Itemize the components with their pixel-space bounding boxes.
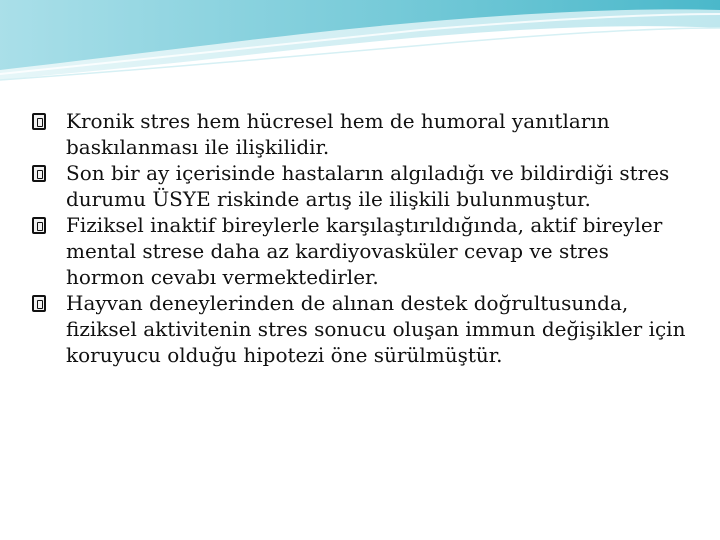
list-item-text: Fiziksel inaktif bireylerle karşılaştırıldığında, aktif bireyler mental strese daha az kardiyovasküler cevap ve stres hormon cevabı vermektedirler. [66, 213, 663, 289]
bullet-glyph-icon [32, 113, 46, 130]
list-item [30, 160, 690, 212]
list-item [30, 212, 690, 290]
list-item-text: Son bir ay içerisinde hastaların algıladığı ve bildirdiği stres durumu ÜSYE riskinde artış ile ilişkili bulunmuştur. [66, 161, 670, 211]
list-item [30, 108, 690, 160]
bullet-list [30, 108, 690, 368]
list-item [30, 290, 690, 368]
bullet-glyph-icon [32, 165, 46, 182]
bullet-glyph-icon [32, 217, 46, 234]
header-wave-decoration [0, 0, 720, 90]
bullet-glyph-icon [32, 295, 46, 312]
list-item-text: Hayvan deneylerinden de alınan destek doğrultusunda, fiziksel aktivitenin stres sonucu oluşan immun değişikler için koruyucu olduğu hipotezi öne sürülmüştür. [66, 291, 686, 367]
list-item-text: Kronik stres hem hücresel hem de humoral yanıtların baskılanması ile ilişkilidir. [66, 109, 610, 159]
